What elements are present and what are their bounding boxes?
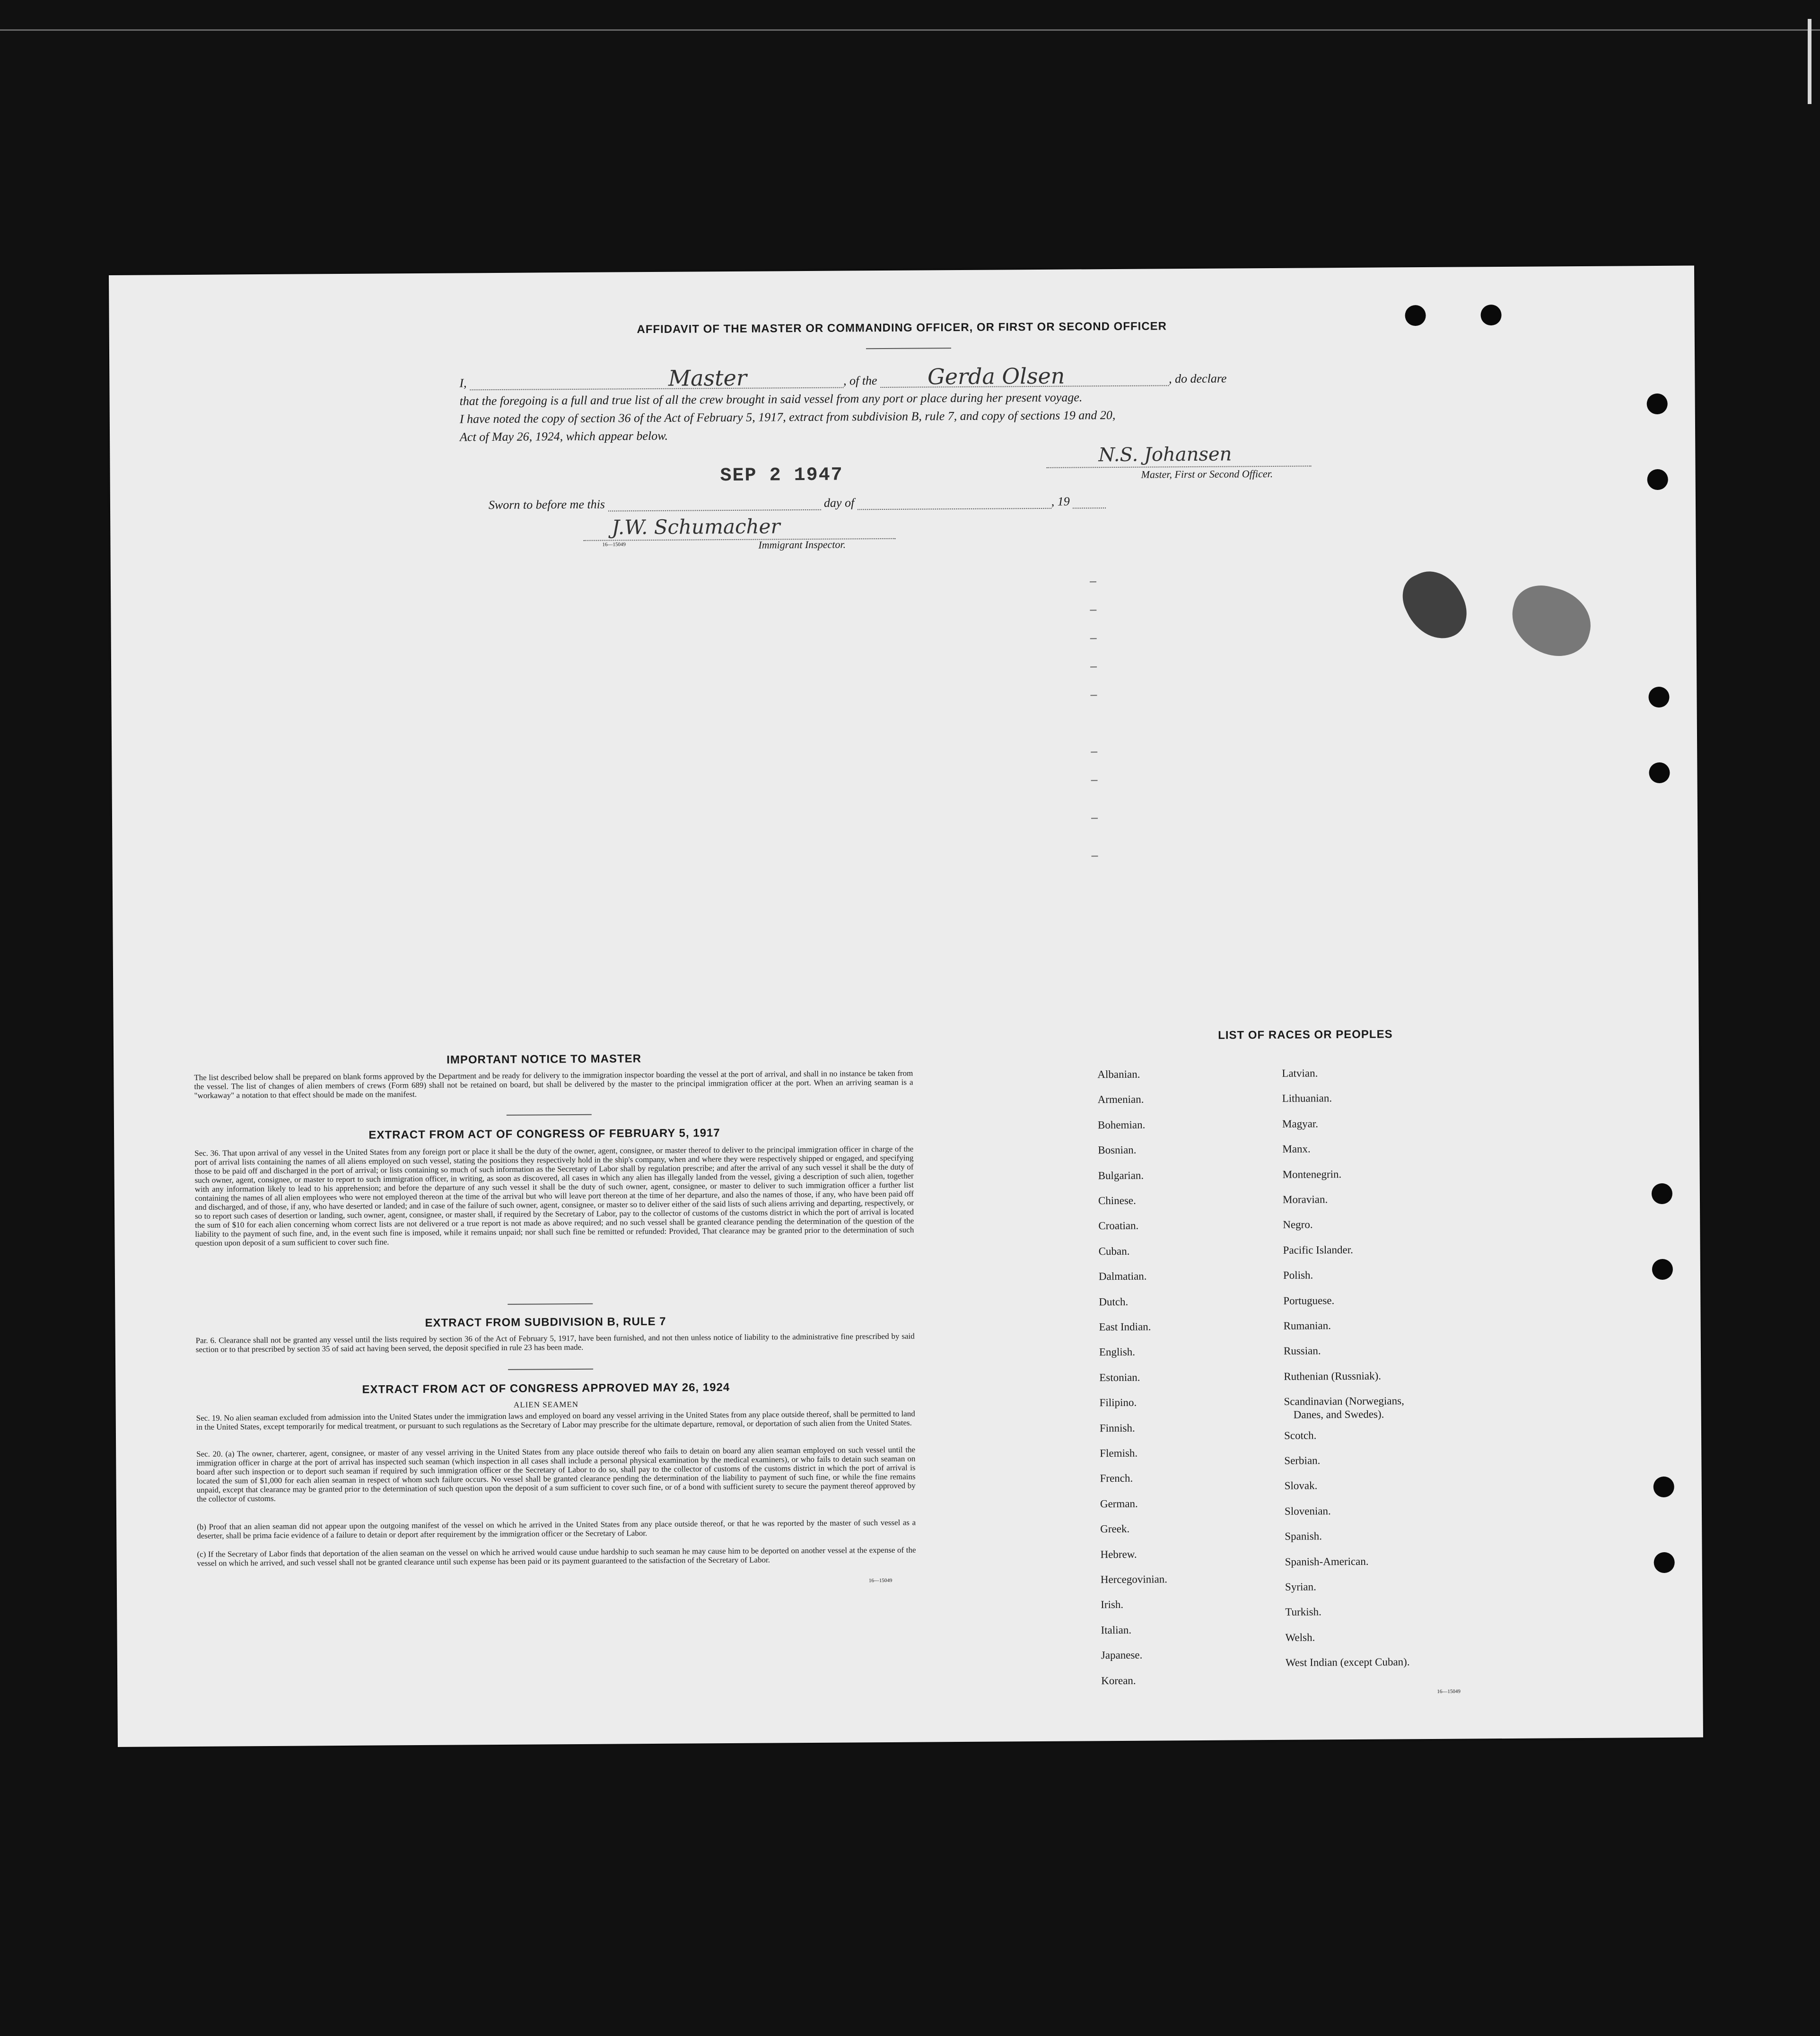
- punch-hole: [1654, 1552, 1675, 1573]
- race-item: Korean.: [1101, 1674, 1136, 1686]
- race-item: Manx.: [1282, 1143, 1311, 1155]
- affidavit-line-1: [459, 363, 1227, 391]
- race-item: English.: [1099, 1346, 1136, 1358]
- race-item: Welsh.: [1285, 1631, 1315, 1643]
- rule-7-title: EXTRACT FROM SUBDIVISION B, RULE 7: [425, 1315, 666, 1329]
- affidavit-line-4: Act of May 26, 1924, which appear below.: [460, 428, 668, 444]
- race-item: Italian.: [1101, 1624, 1132, 1636]
- race-item: Ruthenian (Russniak).: [1284, 1370, 1382, 1382]
- race-item: Portuguese.: [1283, 1294, 1335, 1307]
- punch-hole: [1654, 1477, 1674, 1497]
- fold-mark: [1090, 666, 1097, 667]
- sworn-day-blank: [608, 496, 821, 512]
- race-item: Estonian.: [1099, 1371, 1140, 1384]
- form-number: 16—15049: [1437, 1688, 1461, 1695]
- affidavit-of-label: , of the: [843, 374, 877, 388]
- punch-hole: [1649, 762, 1670, 783]
- race-item: Bulgarian.: [1098, 1169, 1144, 1181]
- race-item: Cuban.: [1098, 1245, 1130, 1258]
- form-number: 16—15049: [868, 1577, 892, 1584]
- sec-20a-body: Sec. 20. (a) The owner, charterer, agent, consignee, or master of any vessel arriving in the United States from any place outside thereof who fails to detain on board any alien seaman employed on such vessel until the immigration officer in charge at the port of arrival has inspected such seaman (which inspection in all cases shall include a personal physical examination by the medical examiners), or who fails to detain such seaman on board after such inspection or to deport such seaman if required by such immigration officer or the Secretary of Labor to do so, shall pay to the collector of customs of the customs district in which the port of arrival is located the sum of $1,000 for each alien seaman in respect of whom such failure occurs. No vessel shall be granted clearance pending the determination of the liability to payment of such fine, or while the fine remains unpaid, except that clearance may be granted prior to the determination of such question upon the deposit of a sum sufficient to cover such fine, or of a bond with sufficient surety to secure the payment thereof approved by the collector of customs.: [196, 1445, 916, 1503]
- affidavit-i-label: I,: [459, 376, 467, 390]
- race-item: Albanian.: [1097, 1068, 1140, 1081]
- race-item: Greek.: [1100, 1523, 1130, 1535]
- inspector-signature-block: [583, 515, 895, 561]
- fold-mark: [1090, 695, 1097, 696]
- master-signature: N.S. Johansen: [1098, 443, 1232, 466]
- punch-hole: [1652, 1259, 1673, 1280]
- date-stamp: SEP 2 1947: [720, 464, 843, 487]
- vessel-blank: [880, 363, 1169, 390]
- divider: [508, 1303, 593, 1305]
- day-of-label: day of: [823, 496, 855, 510]
- fold-mark: [1090, 610, 1096, 611]
- race-item: Slovak.: [1284, 1479, 1318, 1492]
- act-1917-body: Sec. 36. That upon arrival of any vessel in the United States from any foreign port or place it shall be the duty of the owner, agent, consignee, or master thereof to deliver to the principal immigration officer in charge of the port of arrival lists containing the names of all aliens employed on such vessel, stating the positions they respectively hold in the ship's company, when and where they were respectively shipped or engaged, and specifying those to be paid off and discharged in the port of arrival; or lists containing so much of such information as the Secretary of Labor shall by regulation prescribe; and after the arrival of any such vessel it shall be the duty of such owner, agent, consignee, or master to report to such immigration officer, in writing, as soon as discovered, all cases in which any alien has illegally landed from the vessel, giving a description of such alien, together with any information likely to lead to his apprehension; and before the departure of any such vessel it shall be the duty of such owner, agent, consignee, or master to deliver to such immigration officer a further list containing the names of all alien employees who were not employed thereon at the time of the arrival but who will leave port thereon at the time of her departure, and also the names of those, if any, who have been paid off and discharged, and of those, if any, who have deserted or landed; and in case of the failure of such owner, agent, consignee, or master so to deliver either of the said lists of such aliens arriving and departing, respectively, or so to report such cases of desertion or landing, such owner, agent, consignee, or master shall, if required by the Secretary of Labor, pay to the collector of customs of the customs district in which the port of arrival is located the sum of $10 for each alien concerning whom correct lists are not delivered or a true report is not made as above required; and no such vessel shall be granted clearance pending the determination of the question of the liability to the payment of such fine, and, in the event such fine is imposed, while it remains unpaid; nor shall such fine be remitted or refunded: Provided, That clearance may be granted prior to the determination of such question upon deposit of a sum sufficient to cover such fine.: [194, 1144, 914, 1248]
- race-item: Serbian.: [1284, 1454, 1321, 1467]
- race-item: Bosnian.: [1098, 1144, 1137, 1156]
- race-item: Pacific Islander.: [1283, 1243, 1353, 1256]
- race-item: Lithuanian.: [1282, 1092, 1332, 1105]
- affidavit-line-2: that the foregoing is a full and true list of all the crew brought in said vessel from any port or place during her present voyage.: [459, 390, 1083, 408]
- master-blank: [470, 365, 843, 391]
- punch-hole: [1647, 393, 1668, 414]
- handwritten-vessel: Gerda Olsen: [927, 363, 1065, 390]
- notice-title: IMPORTANT NOTICE TO MASTER: [446, 1052, 642, 1066]
- fold-mark: [1091, 818, 1098, 819]
- race-item: Syrian.: [1285, 1581, 1316, 1593]
- divider: [866, 348, 951, 349]
- race-item: Chinese.: [1098, 1194, 1136, 1207]
- race-item: Bohemian.: [1097, 1118, 1146, 1131]
- divider: [507, 1114, 592, 1116]
- punch-hole: [1652, 1183, 1672, 1204]
- race-item: Turkish.: [1285, 1606, 1321, 1618]
- form-number: 16—15049: [602, 542, 626, 548]
- race-item: East Indian.: [1099, 1320, 1151, 1333]
- sworn-label: Sworn to before me this: [488, 497, 605, 512]
- race-item: Magyar.: [1282, 1118, 1319, 1130]
- race-item: Croatian.: [1098, 1220, 1139, 1232]
- film-scan-line: [0, 29, 1820, 31]
- ink-stain: [1504, 579, 1599, 663]
- race-item: Scotch.: [1284, 1429, 1317, 1442]
- sec-20c-body: (c) If the Secretary of Labor finds that deportation of the alien seaman on the vessel on which he arrived would cause undue hardship to such seaman he may cause him to be deported on another vessel at the expense of the vessel on which he arrived, and such vessel shall not be granted clearance until such expense has been paid or its payment guaranteed to the satisfaction of the Secretary of Labor.: [197, 1545, 916, 1568]
- race-item: Flemish.: [1100, 1447, 1138, 1459]
- affidavit-line-3: I have noted the copy of section 36 of the Act of February 5, 1917, extract from subdivision B, rule 7, and copy of sections 19 and 20,: [459, 408, 1116, 426]
- race-item: Negro.: [1283, 1218, 1313, 1231]
- race-item: Japanese.: [1101, 1649, 1143, 1661]
- race-item: Dutch.: [1099, 1295, 1129, 1308]
- races-title: LIST OF RACES OR PEOPLES: [1218, 1028, 1393, 1042]
- punch-hole: [1648, 687, 1669, 708]
- race-item: Spanish-American.: [1285, 1555, 1369, 1568]
- fold-mark: [1090, 581, 1096, 582]
- race-item: Latvian.: [1282, 1067, 1318, 1079]
- race-item: West Indian (except Cuban).: [1285, 1656, 1410, 1669]
- race-item: Dalmatian.: [1098, 1270, 1147, 1283]
- affidavit-declare-label: , do declare: [1168, 371, 1227, 386]
- affidavit-title: AFFIDAVIT OF THE MASTER OR COMMANDING OFFICER, OR FIRST OR SECOND OFFICER: [637, 320, 1167, 336]
- inspector-signature: J.W. Schumacher: [612, 515, 780, 539]
- divider: [508, 1369, 593, 1370]
- year-label: , 19: [1051, 494, 1070, 508]
- act-1917-title: EXTRACT FROM ACT OF CONGRESS OF FEBRUARY 5, 1917: [368, 1127, 720, 1142]
- sworn-year-blank: [1073, 494, 1106, 508]
- master-caption: Master, First or Second Officer.: [1141, 467, 1273, 481]
- race-item: French.: [1100, 1472, 1133, 1485]
- sec-20b-body: (b) Proof that an alien seaman did not appear upon the outgoing manifest of the vessel on which he arrived in the United States from any place outside thereof, or that he was reported by the master of such vessel as a deserter, shall be prima facie evidence of a failure to detain or deport after requirement by the immigration officer or the Secretary of Labor.: [197, 1518, 916, 1540]
- sec-19-body: Sec. 19. No alien seaman excluded from admission into the United States under the immigration laws and employed on board any vessel arriving in the United States from any place outside thereof, shall be permitted to land in the United States, except temporarily for medical treatment, or pursuant to such regulations as the Secretary of Labor may prescribe for the ultimate departure, removal, or deportation of such alien from the United States.: [196, 1409, 915, 1432]
- ink-stain: [1394, 561, 1476, 649]
- race-item: Montenegrin.: [1282, 1168, 1342, 1180]
- notice-body: The list described below shall be prepared on blank forms approved by the Department and be ready for delivery to the immigration inspector boarding the vessel at the port of arrival, and shall in no instance be taken from the vessel. The list of changes of alien members of crews (Form 689) shall not be retained on board, but shall be delivered by the master to the principal immigration officer at the port. When an arriving seaman is a "workaway" a notation to that effect should be made on the manifest.: [194, 1068, 913, 1100]
- race-item: Hebrew.: [1100, 1548, 1137, 1560]
- race-item: German.: [1100, 1497, 1138, 1510]
- fold-mark: [1090, 638, 1097, 639]
- rule-7-body: Par. 6. Clearance shall not be granted any vessel until the lists required by section 36 of the Act of February 5, 1917, have been furnished, and not then unless notice of liability to the administrative fine prescribed by said section or to that prescribed by section 35 of said act having been served, the deposit specified in rule 23 has been made.: [195, 1331, 915, 1354]
- race-item: Finnish.: [1099, 1422, 1135, 1434]
- race-item: Polish.: [1283, 1269, 1313, 1282]
- race-item: Russian.: [1283, 1345, 1321, 1357]
- race-item: Armenian.: [1097, 1093, 1144, 1106]
- race-item: Filipino.: [1099, 1396, 1137, 1409]
- race-item: Danes, and Swedes).: [1293, 1408, 1384, 1421]
- race-item: Slovenian.: [1284, 1505, 1331, 1517]
- race-item: Irish.: [1101, 1599, 1124, 1611]
- race-item: Rumanian.: [1283, 1319, 1331, 1332]
- fold-mark: [1091, 751, 1097, 752]
- punch-hole: [1647, 469, 1668, 490]
- alien-seamen-subtitle: ALIEN SEAMEN: [513, 1399, 579, 1409]
- sworn-month-blank: [858, 495, 1051, 510]
- race-item: Hercegovinian.: [1100, 1573, 1168, 1586]
- film-edge-mark: [1808, 19, 1811, 104]
- race-item: Spanish.: [1285, 1530, 1322, 1543]
- fold-mark: [1091, 780, 1098, 781]
- inspector-caption: Immigrant Inspector.: [758, 538, 846, 551]
- race-item: Moravian.: [1282, 1193, 1328, 1206]
- master-signature-block: [1046, 443, 1311, 483]
- sworn-line: [489, 494, 1106, 512]
- manifest-back-page: [109, 266, 1703, 1747]
- handwritten-master: Master: [668, 365, 747, 391]
- race-item: Scandinavian (Norwegians,: [1284, 1395, 1404, 1408]
- act-1924-title: EXTRACT FROM ACT OF CONGRESS APPROVED MAY 26, 1924: [362, 1381, 730, 1396]
